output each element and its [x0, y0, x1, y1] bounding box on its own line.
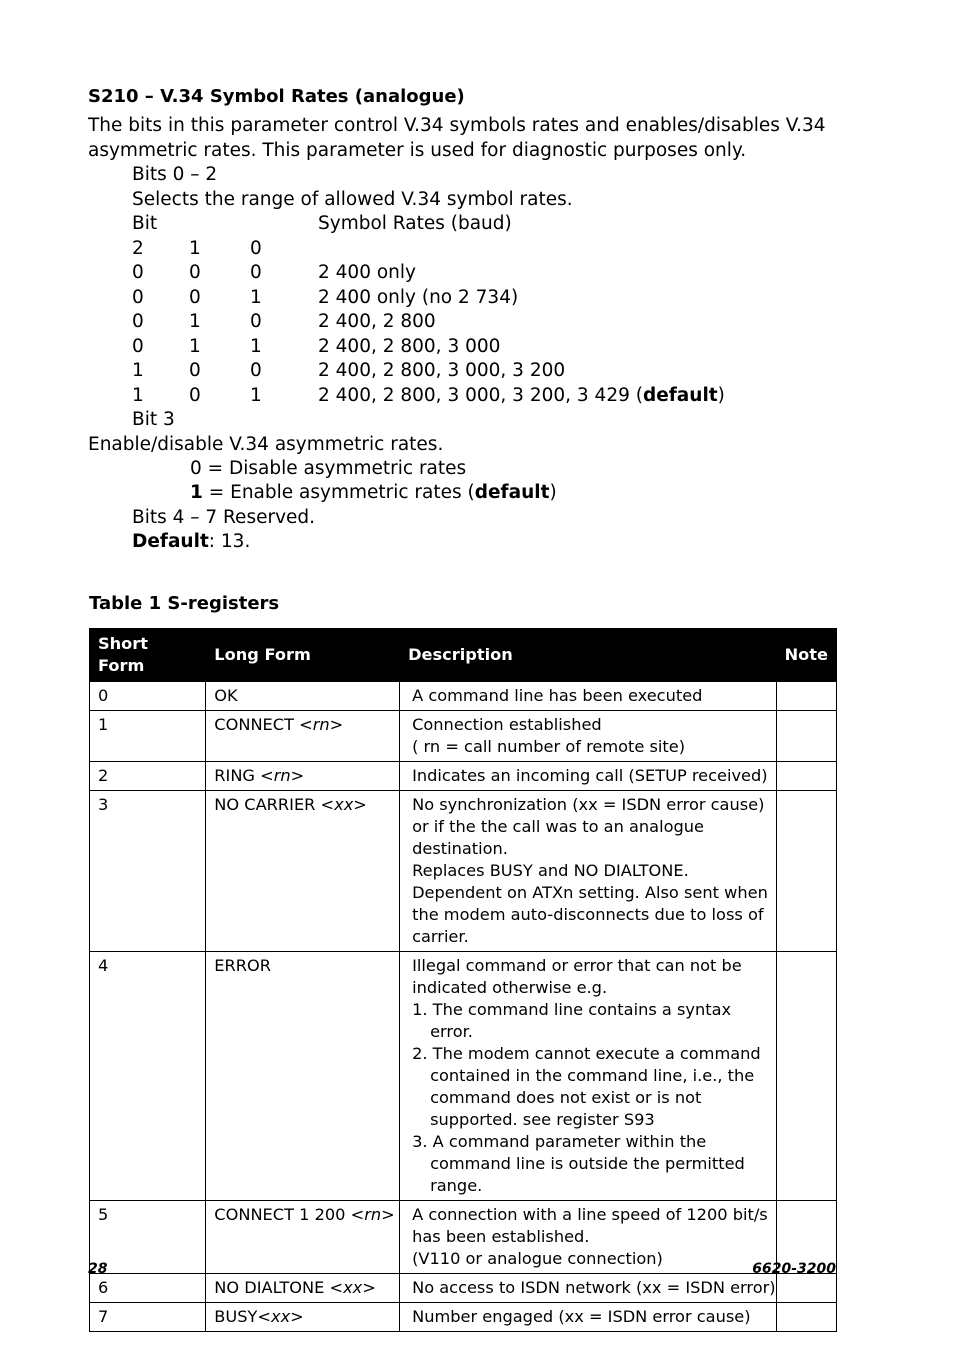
bits-4-7-label: Bits 4 – 7 Reserved.	[132, 507, 316, 528]
list-item: 2. The modem cannot execute a command contained in the command line, i.e., the command does not exist or is not supported. see register S93	[412, 1044, 761, 1129]
cell-short-form: 5	[90, 1201, 206, 1274]
bit-header-2: 2	[132, 238, 144, 259]
row-bit0: 1	[250, 287, 262, 308]
row-bit1: 1	[189, 311, 201, 332]
s-registers-table	[89, 628, 837, 1332]
list-item: 1. The command line contains a syntax error.	[412, 1000, 732, 1041]
cell-note	[776, 762, 836, 791]
bit-header-1: 1	[189, 238, 201, 259]
row-bit0: 0	[250, 311, 262, 332]
row-bit1: 0	[189, 262, 201, 283]
option-disable: 0 = Disable asymmetric rates	[190, 458, 467, 479]
cell-long-form: RING <rn>	[206, 762, 400, 791]
cell-description: Illegal command or error that can not be indicated otherwise e.g. 1. The command line contains a syntax error. 2. The modem cannot execute a command contained in the command line, i.e., the command does not exist or is not supported. see register S93 3. A command parameter within the command line is outside the permitted range.	[400, 952, 777, 1201]
bit-column-header: Bit	[132, 213, 158, 234]
row-bit1: 1	[189, 336, 201, 357]
selects-text: Selects the range of allowed V.34 symbol rates.	[132, 189, 573, 210]
cell-description: A connection with a line speed of 1200 bit/s has been established. (V110 or analogue connection)	[400, 1201, 777, 1274]
cell-long-form: OK	[206, 682, 400, 711]
cell-short-form: 1	[90, 711, 206, 762]
row-bit0: 0	[250, 360, 262, 381]
header-short-form: Short Form	[90, 629, 206, 682]
rates-column-header: Symbol Rates (baud)	[318, 213, 512, 234]
row-bit1: 0	[189, 287, 201, 308]
table-row	[90, 952, 837, 1201]
cell-long-form: BUSY<xx>	[206, 1303, 400, 1332]
row-rate: 2 400 only (no 2 734)	[318, 287, 519, 308]
row-bit0: 1	[250, 336, 262, 357]
bit-header-0: 0	[250, 238, 262, 259]
row-bit2: 0	[132, 262, 144, 283]
cell-short-form: 6	[90, 1274, 206, 1303]
row-bit2: 0	[132, 336, 144, 357]
bits-0-2-label: Bits 0 – 2	[132, 164, 218, 185]
cell-note	[776, 791, 836, 952]
table-row	[90, 1274, 837, 1303]
default-label: Default	[132, 531, 209, 552]
cell-short-form: 2	[90, 762, 206, 791]
section-heading: S210 – V.34 Symbol Rates (analogue)	[88, 86, 465, 107]
table-row	[90, 791, 837, 952]
row-bit0: 0	[250, 262, 262, 283]
cell-short-form: 7	[90, 1303, 206, 1332]
cell-long-form: CONNECT <rn>	[206, 711, 400, 762]
bit-3-label: Bit 3	[132, 409, 175, 430]
table-row	[90, 762, 837, 791]
cell-description: Connection established ( rn = call number of remote site)	[400, 711, 777, 762]
table-row	[90, 711, 837, 762]
intro-line-1: The bits in this parameter control V.34 symbols rates and enables/disables V.34	[88, 115, 826, 136]
cell-note	[776, 952, 836, 1201]
cell-description: A command line has been executed	[400, 682, 777, 711]
row-rate: 2 400 only	[318, 262, 416, 283]
cell-description: Number engaged (xx = ISDN error cause)	[400, 1303, 777, 1332]
cell-short-form: 0	[90, 682, 206, 711]
cell-short-form: 4	[90, 952, 206, 1201]
header-description: Description	[400, 629, 777, 682]
row-bit1: 0	[189, 385, 201, 406]
page-number: 28	[88, 1261, 108, 1277]
cell-description: No access to ISDN network (xx = ISDN error)	[400, 1274, 777, 1303]
list-item: 3. A command parameter within the command line is outside the permitted range.	[412, 1132, 745, 1195]
cell-note	[776, 682, 836, 711]
row-bit0: 1	[250, 385, 262, 406]
default-word: default	[642, 385, 718, 406]
option-enable: 1 = Enable asymmetric rates (default)	[190, 482, 557, 503]
row-bit1: 0	[189, 360, 201, 381]
row-rate: 2 400, 2 800, 3 000, 3 200	[318, 360, 566, 381]
header-long-form: Long Form	[206, 629, 400, 682]
cell-short-form: 3	[90, 791, 206, 952]
row-rate-default: 2 400, 2 800, 3 000, 3 200, 3 429 (default)	[318, 385, 725, 406]
cell-note	[776, 711, 836, 762]
table-row	[90, 682, 837, 711]
cell-long-form: CONNECT 1 200 <rn>	[206, 1201, 400, 1274]
cell-long-form: NO DIALTONE <xx>	[206, 1274, 400, 1303]
row-bit2: 1	[132, 360, 144, 381]
row-bit2: 0	[132, 287, 144, 308]
enable-disable-text: Enable/disable V.34 asymmetric rates.	[88, 434, 444, 455]
document-number: 6620-3200	[752, 1261, 836, 1277]
cell-note	[776, 1303, 836, 1332]
row-bit2: 1	[132, 385, 144, 406]
cell-description: Indicates an incoming call (SETUP received)	[400, 762, 777, 791]
table-row	[90, 1303, 837, 1332]
table-row	[90, 1201, 837, 1274]
cell-description: No synchronization (xx = ISDN error cause) or if the the call was to an analogue destination. Replaces BUSY and NO DIALTONE. Dependent on ATXn setting. Also sent when the modem auto-disconnects due to loss of carrier.	[400, 791, 777, 952]
table-caption: Table 1 S-registers	[89, 593, 280, 614]
default-line: Default: 13.	[132, 531, 251, 552]
table-header-row	[90, 629, 837, 682]
header-note: Note	[776, 629, 836, 682]
intro-line-2: asymmetric rates. This parameter is used for diagnostic purposes only.	[88, 140, 747, 161]
cell-long-form: NO CARRIER <xx>	[206, 791, 400, 952]
row-bit2: 0	[132, 311, 144, 332]
cell-long-form: ERROR	[206, 952, 400, 1201]
row-rate: 2 400, 2 800, 3 000	[318, 336, 501, 357]
cell-note	[776, 1274, 836, 1303]
row-rate: 2 400, 2 800	[318, 311, 436, 332]
